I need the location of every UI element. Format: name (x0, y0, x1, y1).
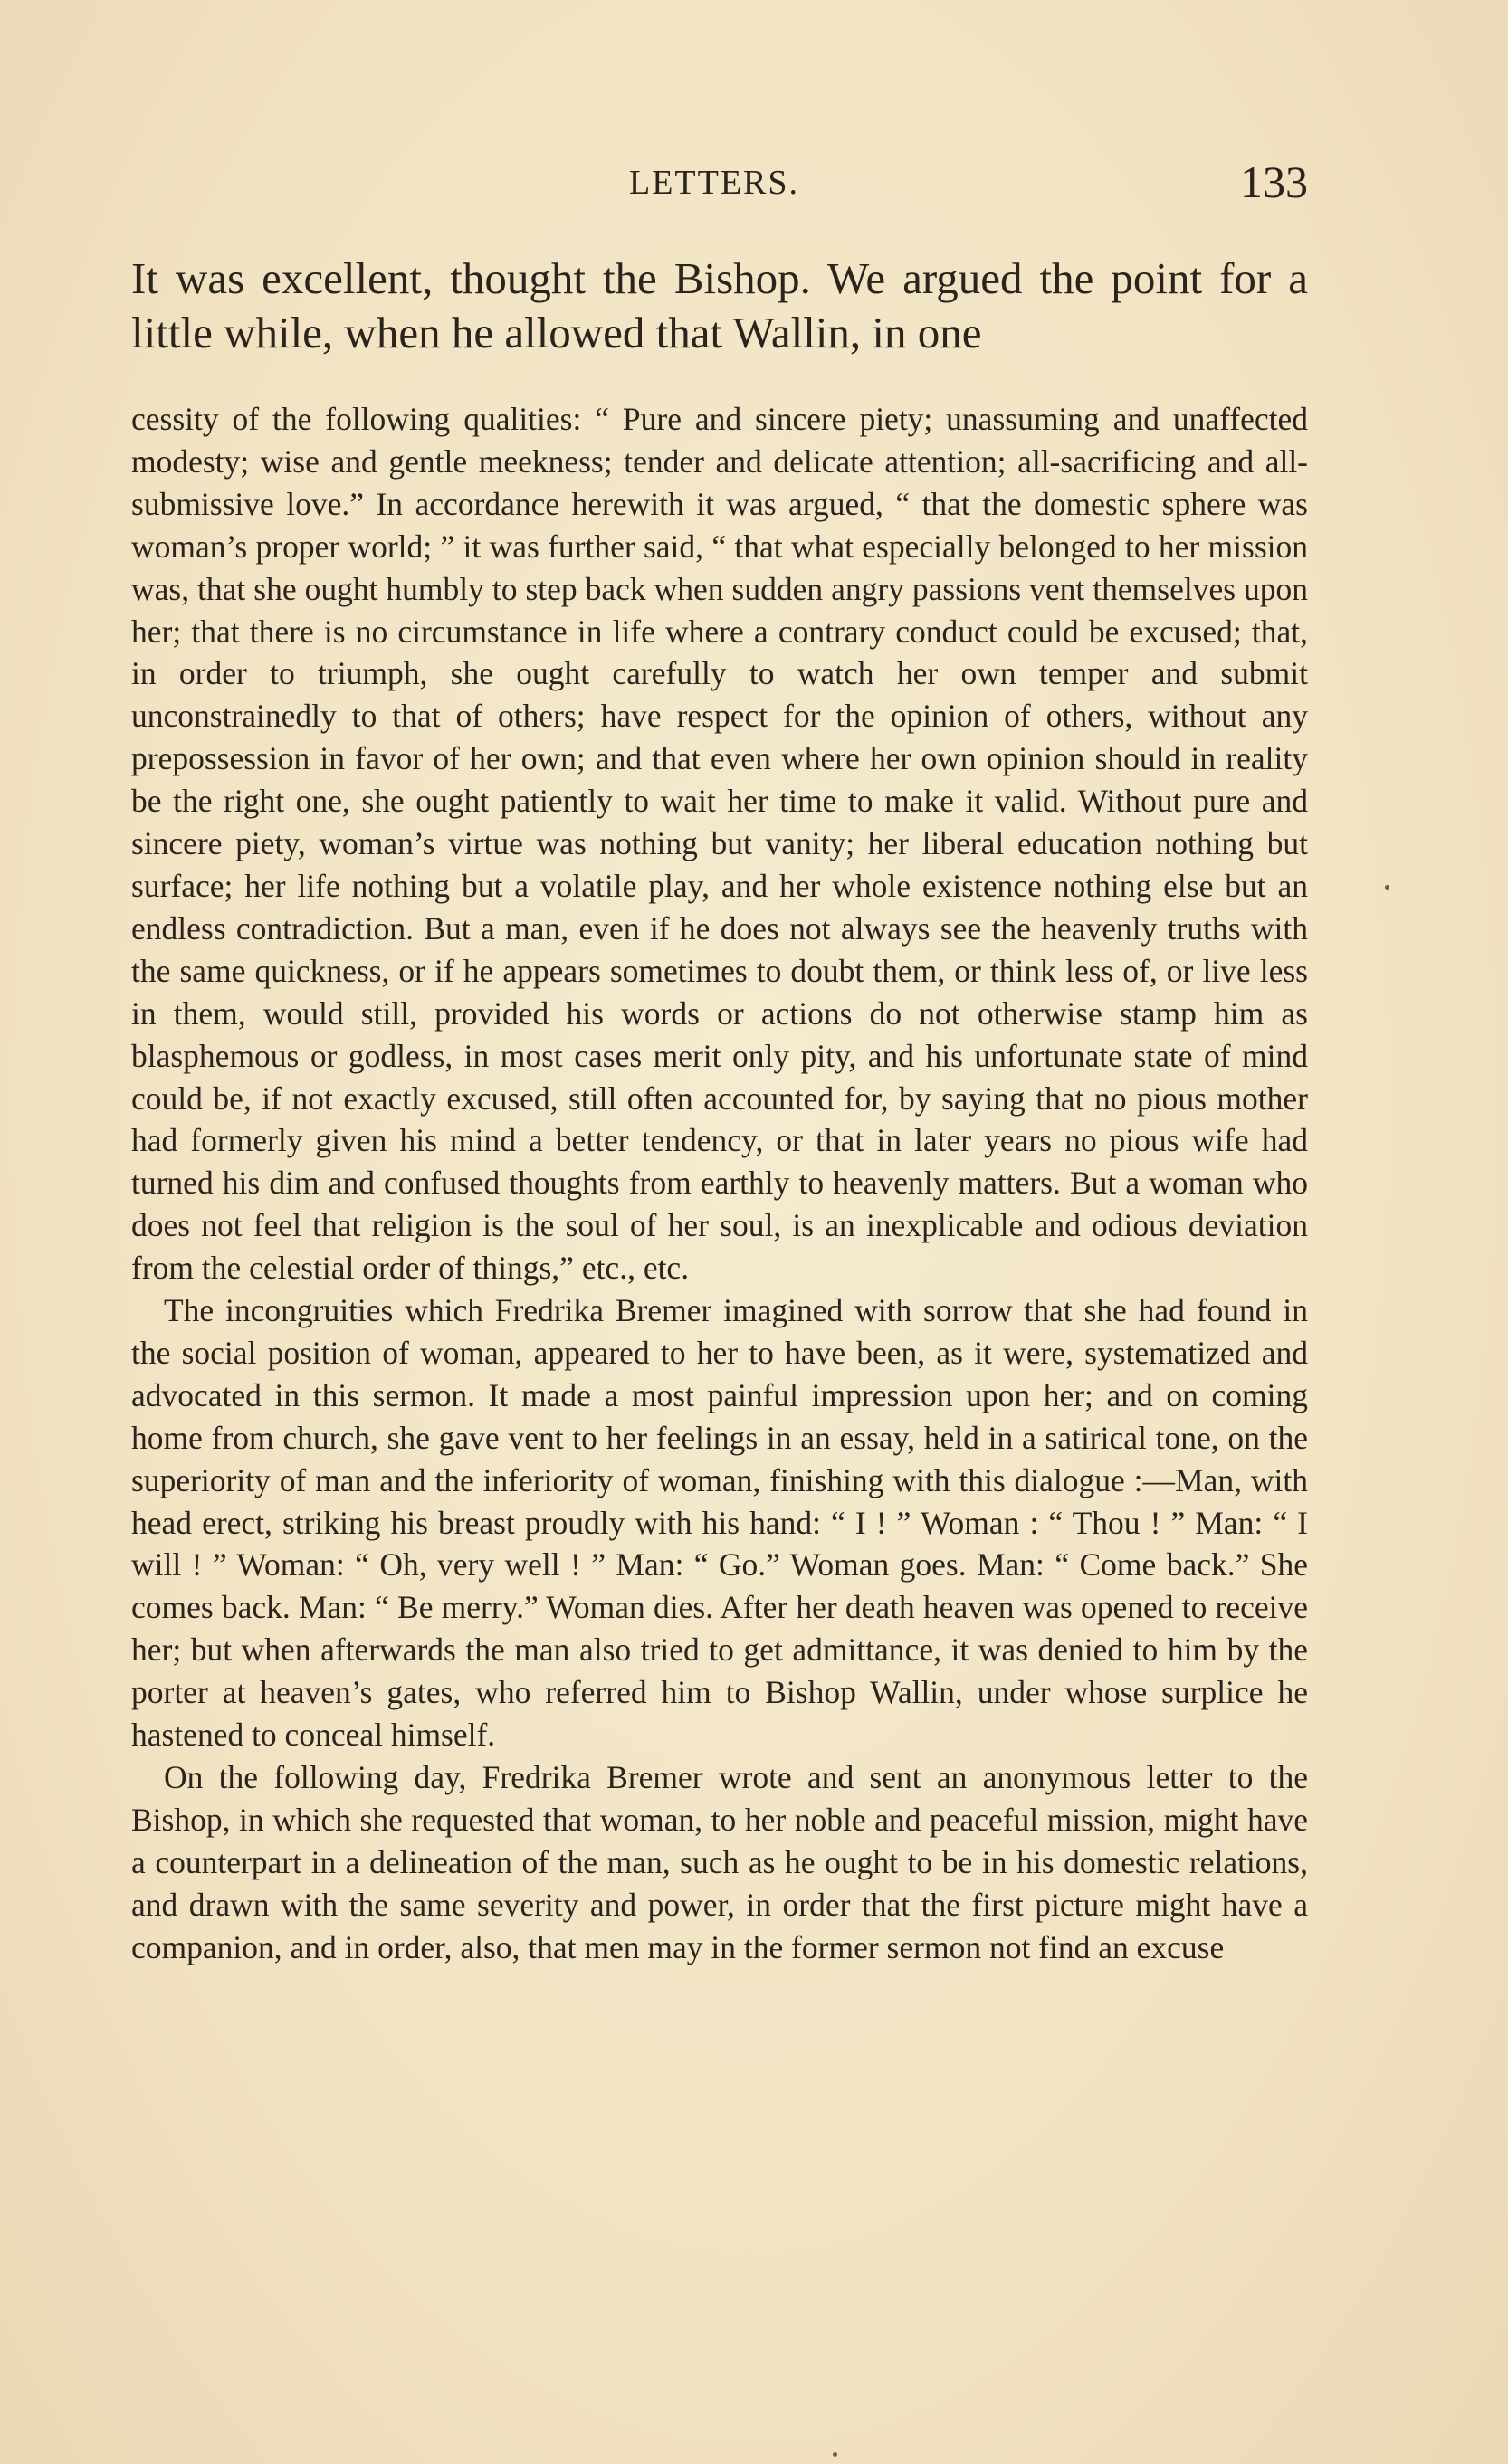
paragraph-incongruities: The incongruities which Fredrika Bremer imagined with sorrow that she had found in the social position of woman, appeared to her to have been, as it were, systematized and advocated in this sermon. It made a most painful impression upon her; and on coming home from church, she gave vent to her feelings in an essay, held in a satirical tone, on the superiority of man and the inferiority of woman, finishing with this dialogue :—Man, with head erect, striking his breast proudly with his hand: “ I ! ” Woman : “ Thou ! ” Man: “ I will ! ” Woman: “ Oh, very well ! ” Man: “ Go.” Woman goes. Man: “ Come back.” She comes back. Man: “ Be merry.” Woman dies. After her death heaven was opened to receive her; but when afterwards the man also tried to get admittance, it was denied to him by the porter at heaven’s gates, who referred him to Bishop Wallin, under whose surplice he hastened to conceal himself. (131, 1292, 1308, 1754)
lead-paragraph: It was excellent, thought the Bishop. We argued the point for a little while, when he allowed that Wallin, in one (131, 253, 1308, 357)
margin-speck (1385, 885, 1389, 890)
running-head: LETTERS. (629, 164, 800, 202)
bottom-speck (833, 2452, 837, 2457)
page-number: 133 (1240, 157, 1308, 207)
paragraph-sermon-quote: cessity of the following qualities: “ Pure and sincere piety; unassuming and unaffected modesty; wise and gentle meekness; tender and delicate attention; all-sacrificing and all-submissive love.” In accordance herewith it was argued, “ that the domestic sphere was woman’s proper world; ” it was further said, “ that what especially belonged to her mission was, that she ought humbly to step back when sudden angry passions vent themselves upon her; that there is no circumstance in life where a contrary conduct could be excused; that, in order to triumph, she ought carefully to watch her own temper and submit unconstrainedly to that of others; have respect for the opinion of others, without any prepossession in favor of her own; and that even where her own opinion should in reality be the right one, she ought patiently to wait her time to make it valid. Without pure and sincere piety, woman’s virtue was nothing but vanity; her liberal education nothing but surface; her life nothing but a volatile play, and her whole existence nothing else but an endless contradiction. But a man, even if he does not always see the heavenly truths with the same quickness, or if he appears sometimes to doubt them, or think less of, or live less in them, would still, provided his words or actions do not otherwise stamp him as blasphemous or godless, in most cases merit only pity, and his unfortunate state of mind could be, if not exactly excused, still often accounted for, by saying that no pious mother had formerly given his mind a better tendency, or that in later years no pious wife had turned his dim and confused thoughts from earthly to heavenly matters. But a woman who does not feel that religion is the soul of her soul, is an inexplicable and odious deviation from the celestial order of things,” etc., etc. (131, 401, 1308, 1287)
paragraph-anonymous-letter: On the following day, Fredrika Bremer wrote and sent an anonymous letter to the Bishop, in which she requested that woman, to her noble and peaceful mission, might have a counterpart in a delineation of the man, such as he ought to be in his domestic relations, and drawn with the same severity and power, in order that the first picture might have a companion, and in order, also, that men may in the former sermon not find an excuse (131, 1759, 1308, 1965)
page-header (131, 156, 1308, 210)
body-text (131, 398, 1308, 1969)
